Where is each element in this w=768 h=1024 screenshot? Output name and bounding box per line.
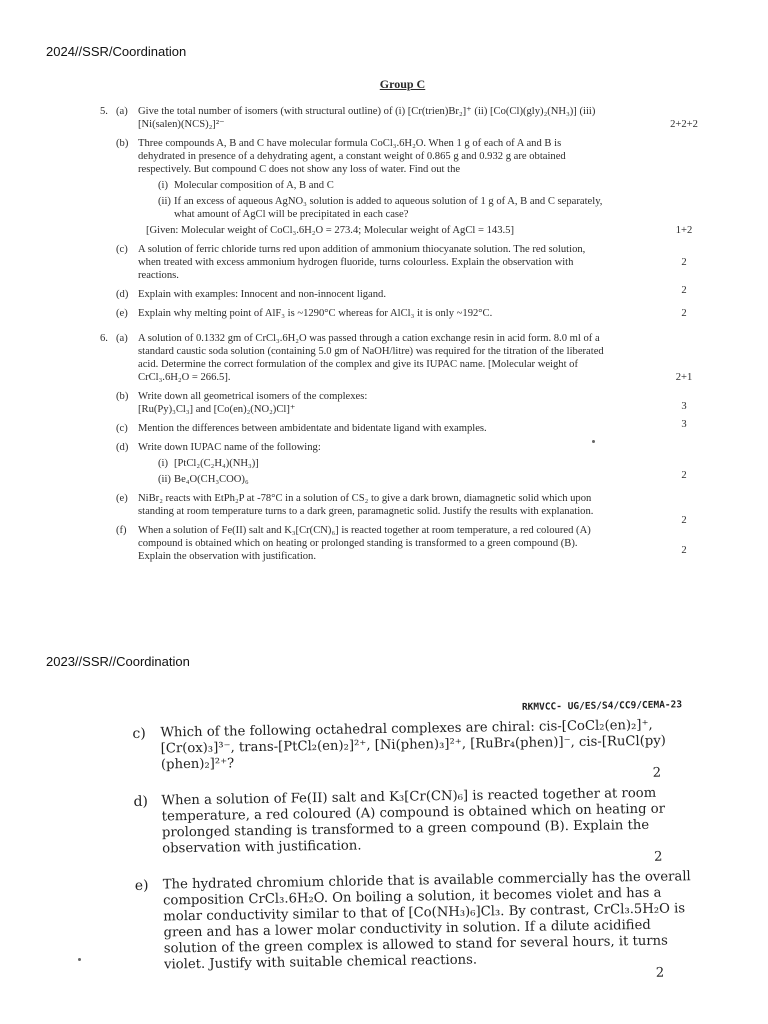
q6d-ii [158,473,614,486]
question-6 [100,332,695,563]
sub-label: (e) [116,493,128,504]
q6b-marks: 3 [681,401,687,412]
scan-speck [592,440,595,443]
q6f-marks: 2 [681,545,687,556]
q6e [116,492,687,526]
q5c [116,243,687,282]
sub-label: (b) [116,138,129,149]
q6f-text: When a solution of Fe(II) salt and K₃[Cr(CN)₆] is reacted together at room temperature, a red coloured (A) compound is obtained which on heating or prolonged standing is transformed to a green compound (B). Explain the observation with justification. [138,525,591,562]
q6d-i-text: [PtCl₂(C₂H₄)(NH₃)] [174,458,259,469]
sub-label: (a) [116,333,128,344]
sub-label: c) [132,725,146,742]
q6c-marks: 3 [681,419,687,430]
q5b-given [146,224,693,237]
q5e-text: Explain why melting point of AlF₃ is ~1290°C whereas for AlCl₃ it is only ~192°C. [138,308,493,319]
q-c [132,717,689,789]
q5d [116,285,687,301]
sub-label: (e) [116,308,128,319]
q5c-text: A solution of ferric chloride turns red upon addition of ammonium thiocyanate solution. The red solution, when treated with excess ammonium hydrogen fluoride, turns colourless. Explain the observation with reactions. [138,244,586,281]
q5d-marks: 2 [681,285,687,296]
q6b [116,390,687,416]
sub-label: (b) [116,391,129,402]
sub-label: (i) [158,458,168,469]
q5b-i-text: Molecular composition of A, B and C [174,180,334,191]
q-e [134,869,693,989]
question-number: 6. [100,333,108,344]
q-d [133,785,690,873]
q5b-ii [158,195,614,221]
sub-label: (a) [116,106,128,117]
sub-label: (ii) [158,474,171,485]
q5a-text: Give the total number of isomers (with structural outline) of (i) [Cr(trien)Br₂]⁺ (ii) [Co(Cl)(gly)₂(NH₃)] (iii) [Ni(salen)(NCS)₂]²⁻ [138,106,596,130]
q6d-ii-text: Be₄O(CH₃COO)₆ [174,474,249,485]
scanned-page-2024 [100,72,698,569]
q6f [116,524,687,563]
q5c-marks: 2 [681,257,687,268]
sub-label: (c) [116,244,128,255]
q6b-text: Write down all geometrical isomers of the complexes: [138,391,368,402]
sub-label: d) [133,793,149,810]
q5a-marks: 2+2+2 [670,119,698,130]
sub-label: (ii) [158,196,171,207]
sub-label: (d) [116,442,129,453]
sub-label: (f) [116,525,127,536]
sub-label: e) [134,877,149,894]
paper-code: RKMVCC- UG/ES/S4/CC9/CEMA-23 [521,699,683,713]
q6d-text: Write down IUPAC name of the following: [138,442,321,453]
q5b-given-text: [Given: Molecular weight of CoCl₃.6H₂O = 273.4; Molecular weight of AgCl = 143.5] [146,225,514,236]
q6c [116,419,687,435]
q5b-text: Three compounds A, B and C have molecular formula CoCl₃.6H₂O. When 1 g of each of A and B is dehydrated in presence of a dehydrating agent, a constant weight of 0.865 g and 0.932 g are obtained respectively. But compound C does not show any loss of water. Find out the [138,138,566,175]
q5b-i [158,179,614,192]
q5b-marks: 1+2 [675,225,693,236]
q-d-text: When a solution of Fe(II) salt and K₃[Cr(CN)₆] is reacted together at room temperature, a red coloured (A) compound is obtained which on heating or prolonged standing is transformed to a green compound (B). Explain the observation with justification. [161,785,666,857]
sub-label: (i) [158,180,168,191]
group-title: Group C [379,77,426,91]
q5b [116,137,693,237]
question-5 [100,105,698,320]
q6e-text: NiBr₂ reacts with EtPh₂P at -78°C in a solution of CS₂ to give a dark brown, diamagnetic solid which upon standing at room temperature turns to a dark green, paramagnetic solid. Justify the results with explanation. [138,493,594,517]
q6d-i [158,457,614,470]
q6a-text: A solution of 0.1332 gm of CrCl₃.6H₂O was passed through a cation exchange resin in acid form. 8.0 ml of a standard caustic soda solution (containing 5.0 gm of NaOH/litre) was required for the titration of the liberated acid. Determine the correct formulation of the complex and give its IUPAC name. [Molecular weight of CrCl₃.6H₂O = 266.5]. [138,333,604,383]
q6a-marks: 2+1 [675,372,693,383]
q5b-ii-text: If an excess of aqueous AgNO₃ solution is added to aqueous solution of 1 g of A, B and C separately, what amount of AgCl will be precipitated in each case? [174,196,603,220]
q6b-complexes: [Ru(Py)₃Cl₃] and [Co(en)₂(NO₂)Cl]⁺ [138,404,296,415]
q6e-marks: 2 [681,515,687,526]
section-header-2023: 2023//SSR//Coordination [46,654,190,669]
q6c-text: Mention the differences between ambidentate and bidentate ligand with examples. [138,423,487,434]
sub-label: (d) [116,289,129,300]
q-e-marks: 2 [655,965,665,981]
q5a [116,105,698,131]
q5e [116,307,687,320]
q6d-marks: 2 [681,470,687,481]
scan-speck [78,958,81,961]
q-e-text: The hydrated chromium chloride that is available commercially has the overall composition CrCl₃.6H₂O. On boiling a solution, it becomes violet and has a molar conductivity similar to that of [Co(NH₃)₆]Cl₃. By contrast, CrCl₃.5H₂O is green and has a lower molar conductivity in solution. If a dilute acidified solution of the green complex is allowed to stand for several hours, it turns violet. Justify with suitable chemical reactions. [162,869,691,973]
q-c-text: Which of the following octahedral complexes are chiral: cis-[CoCl₂(en)₂]⁺, [Cr(ox)₃]³⁻, trans-[PtCl₂(en)₂]²⁺, [Ni(phen)₃]²⁺, [RuBr₄(phen)]⁻, cis-[RuCl(py)(phen)₂]²⁺? [160,717,666,773]
section-header-2024: 2024//SSR/Coordination [46,44,187,59]
scanned-page-2023 [130,697,694,994]
q5e-marks: 2 [681,308,687,319]
sub-label: (c) [116,423,128,434]
q6a [116,332,693,384]
q-d-marks: 2 [653,849,663,865]
question-number: 5. [100,106,108,117]
q5d-text: Explain with examples: Innocent and non-innocent ligand. [138,289,387,300]
q-c-marks: 2 [652,765,662,781]
q6d [116,441,687,486]
